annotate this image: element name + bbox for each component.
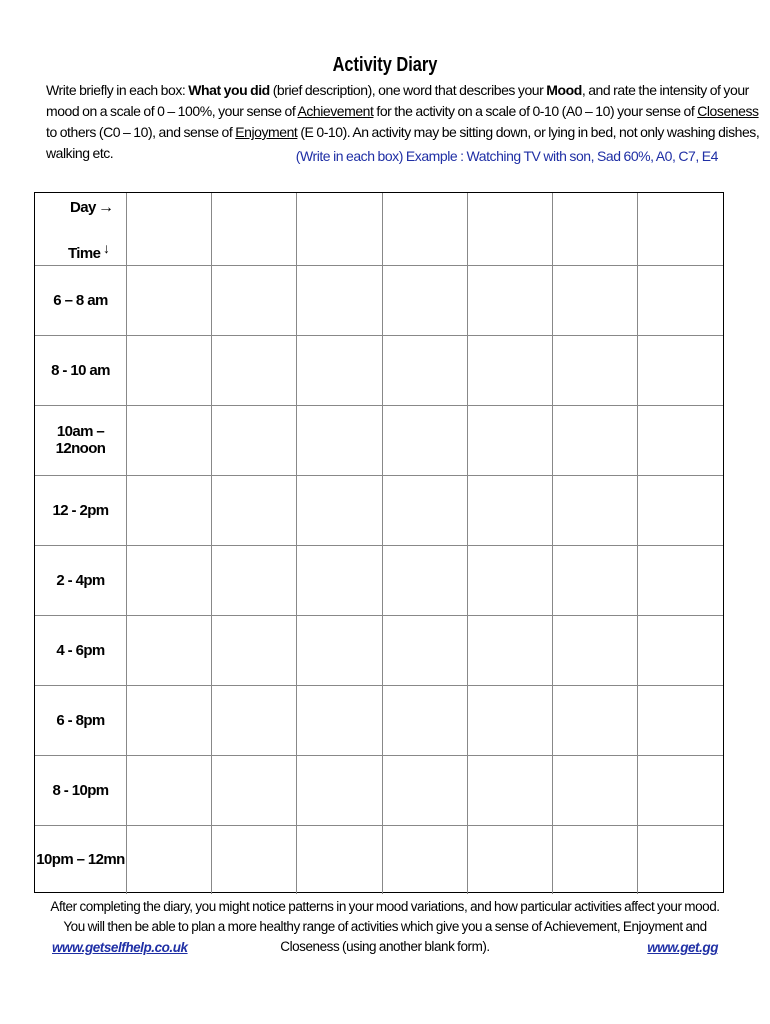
diary-entry-cell[interactable] [467,335,552,405]
instructions-text-2: (brief description), one word that describes your [269,82,547,98]
diary-entry-cell[interactable] [127,615,212,685]
diary-entry-cell[interactable] [382,335,467,405]
diary-entry-cell[interactable] [297,545,382,615]
day-header-cell[interactable] [553,193,638,265]
diary-entry-cell[interactable] [297,475,382,545]
diary-entry-cell[interactable] [638,405,723,475]
diary-entry-cell[interactable] [467,755,552,825]
example-text: (Write in each box) Example : Watching TV with son, Sad 60%, A0, C7, E4 [295,148,718,164]
diary-entry-cell[interactable] [127,755,212,825]
diary-entry-cell[interactable] [127,685,212,755]
time-label: Time [68,245,101,262]
instructions-bold-mood: Mood [546,82,582,98]
time-slot-label: 6 - 8pm [35,685,127,755]
diary-entry-cell[interactable] [553,335,638,405]
day-header-cell[interactable] [297,193,382,265]
time-slot-label: 12 - 2pm [35,475,127,545]
diary-entry-cell[interactable] [553,615,638,685]
time-slot-row [35,335,723,405]
diary-entry-cell[interactable] [638,475,723,545]
diary-entry-cell[interactable] [212,545,297,615]
corner-header-cell [35,193,127,265]
diary-entry-cell[interactable] [212,405,297,475]
diary-entry-cell[interactable] [382,475,467,545]
diary-entry-cell[interactable] [382,405,467,475]
time-slot-label: 8 - 10 am [35,335,127,405]
diary-entry-cell[interactable] [638,685,723,755]
time-slot-row [35,685,723,755]
diary-entry-cell[interactable] [297,335,382,405]
diary-entry-cell[interactable] [467,475,552,545]
instructions-underline-achievement: Achievement [297,103,374,119]
diary-entry-cell[interactable] [638,755,723,825]
day-header-cell[interactable] [638,193,723,265]
diary-entry-cell[interactable] [382,755,467,825]
day-header-cell[interactable] [212,193,297,265]
diary-entry-cell[interactable] [553,685,638,755]
instructions-bold-what-you-did: What you did [188,82,270,98]
diary-entry-cell[interactable] [127,545,212,615]
instructions-underline-closeness: Closeness [697,103,759,119]
diary-entry-cell[interactable] [212,615,297,685]
time-slot-label: 6 – 8 am [35,265,127,335]
diary-entry-cell[interactable] [382,265,467,335]
diary-entry-cell[interactable] [212,265,297,335]
diary-entry-cell[interactable] [127,405,212,475]
diary-entry-cell[interactable] [127,335,212,405]
diary-entry-cell[interactable] [297,825,382,894]
diary-entry-cell[interactable] [127,825,212,894]
time-slot-row [35,615,723,685]
instructions-text-3: , and rate the intensity of your mood on a scale of 0 – 100%, your sense of [46,82,749,119]
diary-entry-cell[interactable] [467,685,552,755]
diary-entry-cell[interactable] [382,615,467,685]
time-slot-row [35,755,723,825]
diary-entry-cell[interactable] [553,475,638,545]
diary-table [35,193,723,894]
page-title: Activity Diary [332,54,438,76]
diary-entry-cell[interactable] [467,265,552,335]
diary-entry-cell[interactable] [382,685,467,755]
day-header-cell[interactable] [127,193,212,265]
diary-entry-cell[interactable] [638,545,723,615]
footer-text: After completing the diary, you might notice patterns in your mood variations, and how particular activities affect your mood. You will then be able to plan a more healthy range of activities which give you a sense of Achievement, Enjoyment and Closeness (using another blank form). [50,899,720,954]
diary-entry-cell[interactable] [297,265,382,335]
website-link-left[interactable]: www.getselfhelp.co.uk [52,940,188,955]
right-arrow-icon: → [98,199,114,216]
diary-entry-cell[interactable] [382,825,467,894]
down-arrow-icon: ↓ [103,240,110,256]
day-label: Day [70,199,96,216]
diary-entry-cell[interactable] [467,405,552,475]
diary-entry-cell[interactable] [297,405,382,475]
diary-grid [34,192,724,893]
time-slot-label: 8 - 10pm [35,755,127,825]
diary-entry-cell[interactable] [638,265,723,335]
instructions-text-6: (E 0-10). An activity may be sitting down, or lying in bed, not only washing dishes, walking etc. [46,124,760,161]
instructions-underline-enjoyment: Enjoyment [235,124,298,140]
day-header-cell[interactable] [467,193,552,265]
time-slot-label: 4 - 6pm [35,615,127,685]
time-slot-label: 10pm – 12mn [35,825,127,894]
diary-entry-cell[interactable] [553,755,638,825]
diary-entry-cell[interactable] [638,615,723,685]
diary-entry-cell[interactable] [297,685,382,755]
diary-entry-cell[interactable] [467,615,552,685]
time-slot-label: 2 - 4pm [35,545,127,615]
time-slot-row [35,265,723,335]
time-slot-row [35,825,723,894]
time-slot-row [35,545,723,615]
website-link-right[interactable]: www.get.gg [647,940,718,955]
diary-entry-cell[interactable] [638,825,723,894]
diary-entry-cell[interactable] [127,265,212,335]
diary-entry-cell[interactable] [638,335,723,405]
diary-entry-cell[interactable] [467,825,552,894]
time-slot-label: 10am – 12noon [35,405,127,475]
diary-entry-cell[interactable] [467,545,552,615]
header-row [35,193,723,265]
time-slot-row [35,405,723,475]
diary-entry-cell[interactable] [212,335,297,405]
diary-entry-cell[interactable] [553,265,638,335]
instructions-text-1: Write briefly in each box: [46,82,189,98]
diary-entry-cell[interactable] [212,755,297,825]
diary-entry-cell[interactable] [297,755,382,825]
diary-entry-cell[interactable] [553,825,638,894]
diary-entry-cell[interactable] [297,615,382,685]
diary-entry-cell[interactable] [212,825,297,894]
day-header-cell[interactable] [382,193,467,265]
diary-entry-cell[interactable] [553,405,638,475]
diary-entry-cell[interactable] [212,475,297,545]
diary-entry-cell[interactable] [553,545,638,615]
instructions-text-5: to others (C0 – 10), and sense of [46,124,236,140]
diary-entry-cell[interactable] [127,475,212,545]
time-slot-row [35,475,723,545]
instructions-text-4: for the activity on a scale of 0-10 (A0 – 10) your sense of [373,103,698,119]
diary-entry-cell[interactable] [212,685,297,755]
diary-entry-cell[interactable] [382,545,467,615]
